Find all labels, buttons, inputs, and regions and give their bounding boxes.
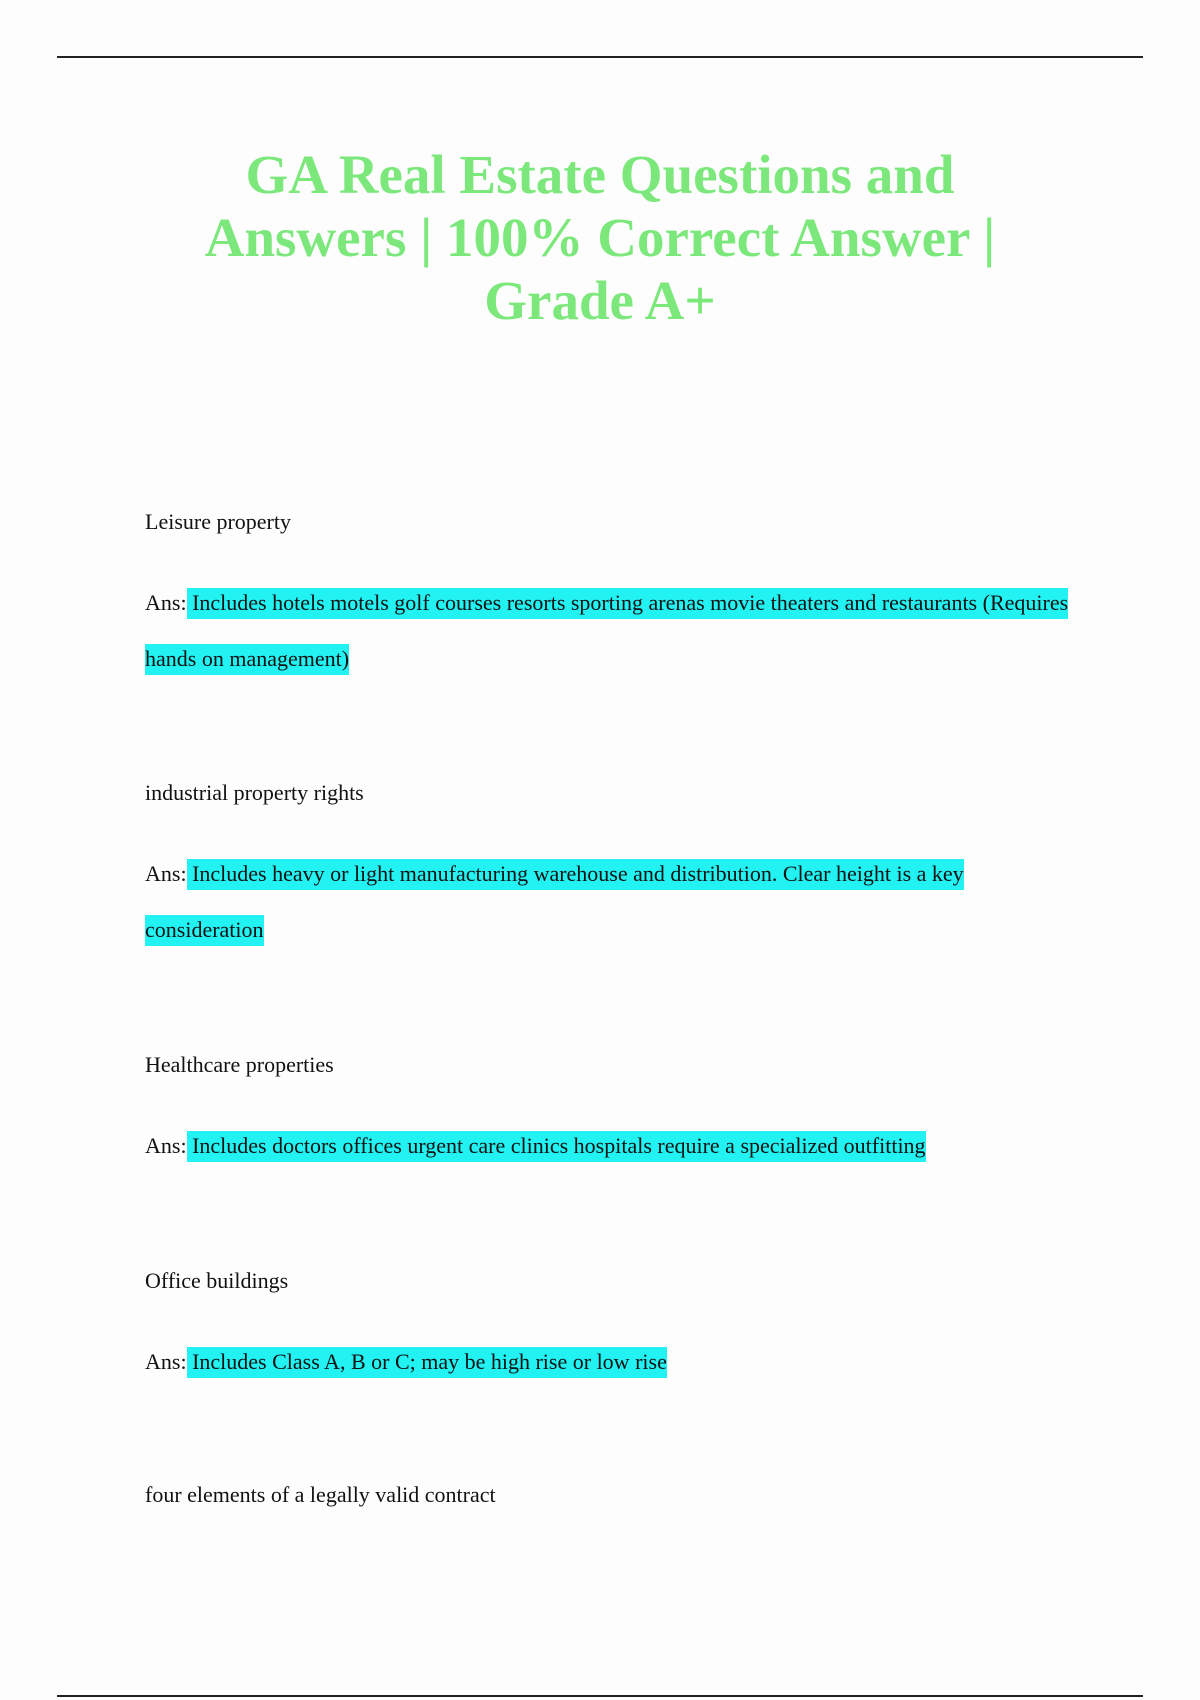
document-title: GA Real Estate Questions and Answers | 100% Correct Answer | Grade A+ [204, 144, 996, 331]
qa-item [145, 509, 1075, 687]
answer-line [145, 1334, 1075, 1390]
question-text: Office buildings [145, 1268, 289, 1293]
qa-item [145, 780, 1075, 958]
answer-line [145, 575, 1075, 687]
answer-label: Ans: [145, 861, 187, 886]
answer-line [145, 846, 1075, 958]
question-text: industrial property rights [145, 780, 364, 805]
answer-text: Includes hotels motels golf courses resorts sporting arenas movie theaters and restaurants (Requires hands on management) [145, 588, 1068, 675]
answer-text: Includes doctors offices urgent care clinics hospitals require a specialized outfitting [187, 1131, 926, 1162]
answer-label: Ans: [145, 590, 187, 615]
answer-line [145, 1118, 1075, 1174]
top-rule [57, 56, 1143, 58]
question-text: four elements of a legally valid contract [145, 1482, 496, 1507]
answer-label: Ans: [145, 1349, 187, 1374]
qa-item [145, 1482, 1075, 1508]
answer-text: Includes Class A, B or C; may be high rise or low rise [187, 1347, 667, 1378]
question-text: Leisure property [145, 509, 291, 534]
answer-text: Includes heavy or light manufacturing warehouse and distribution. Clear height is a key consideration [145, 859, 964, 946]
qa-item [145, 1052, 1075, 1174]
answer-label: Ans: [145, 1133, 187, 1158]
bottom-rule [57, 1695, 1143, 1697]
question-text: Healthcare properties [145, 1052, 334, 1077]
qa-item [145, 1268, 1075, 1390]
